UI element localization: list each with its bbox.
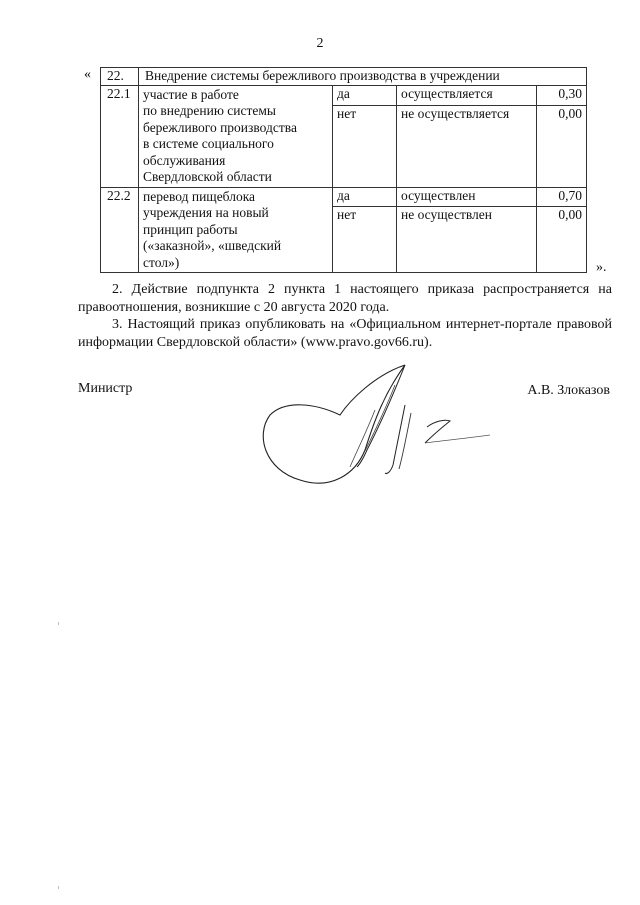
answer-cell: да (333, 187, 397, 207)
signer-name: А.В. Злоказов (527, 383, 610, 398)
section-title: Внедрение системы бережливого производства в учреждении (139, 68, 587, 86)
criterion-line: бережливого производства (143, 119, 297, 135)
score-cell: 0,30 (537, 85, 587, 105)
closing-quote: ». (596, 260, 607, 275)
score-cell: 0,00 (537, 207, 587, 273)
criteria-table (100, 67, 587, 273)
criterion-line: учреждения на новый (143, 205, 269, 220)
row-number: 22.1 (101, 85, 139, 187)
criterion-cell (139, 187, 333, 273)
status-cell: осуществлен (397, 187, 537, 207)
criterion-line: перевод пищеблока (143, 188, 256, 204)
table-row (101, 85, 587, 105)
answer-cell: нет (333, 105, 397, 187)
criterion-line: («заказной», «шведский (143, 238, 282, 253)
status-cell: не осуществлен (397, 207, 537, 273)
status-cell: не осуществляется (397, 105, 537, 187)
criterion-line: Свердловской области (143, 169, 272, 184)
answer-cell: да (333, 85, 397, 105)
opening-quote: « (84, 67, 91, 82)
page-number: 2 (316, 36, 324, 51)
criterion-cell (139, 85, 333, 187)
score-cell: 0,70 (537, 187, 587, 207)
answer-cell: нет (333, 207, 397, 273)
handwritten-signature (255, 355, 505, 505)
criterion-line: по внедрению системы (143, 103, 276, 118)
paragraph-2: 2. Действие подпункта 2 пункта 1 настоящего приказа распространяется на правоотношения, возникшие с 20 августа 2020 года. (78, 282, 612, 315)
score-cell: 0,00 (537, 105, 587, 187)
scan-speck (58, 886, 59, 889)
criterion-line: стол») (143, 254, 180, 270)
criterion-line: в системе социального (143, 136, 274, 151)
criterion-line: обслуживания (143, 152, 226, 168)
signer-position: Министр (78, 381, 133, 396)
scan-speck (58, 622, 59, 625)
criterion-line: принцип работы (143, 221, 238, 237)
section-number: 22. (101, 68, 139, 86)
status-cell: осуществляется (397, 85, 537, 105)
table-row (101, 187, 587, 207)
criterion-line: участие в работе (143, 86, 239, 102)
table-header-row (101, 68, 587, 86)
paragraph-3: 3. Настоящий приказ опубликовать на «Официальном интернет-портале правовой информации Свердловской области» (www.pravo.gov66.ru). (78, 317, 612, 350)
row-number: 22.2 (101, 187, 139, 273)
